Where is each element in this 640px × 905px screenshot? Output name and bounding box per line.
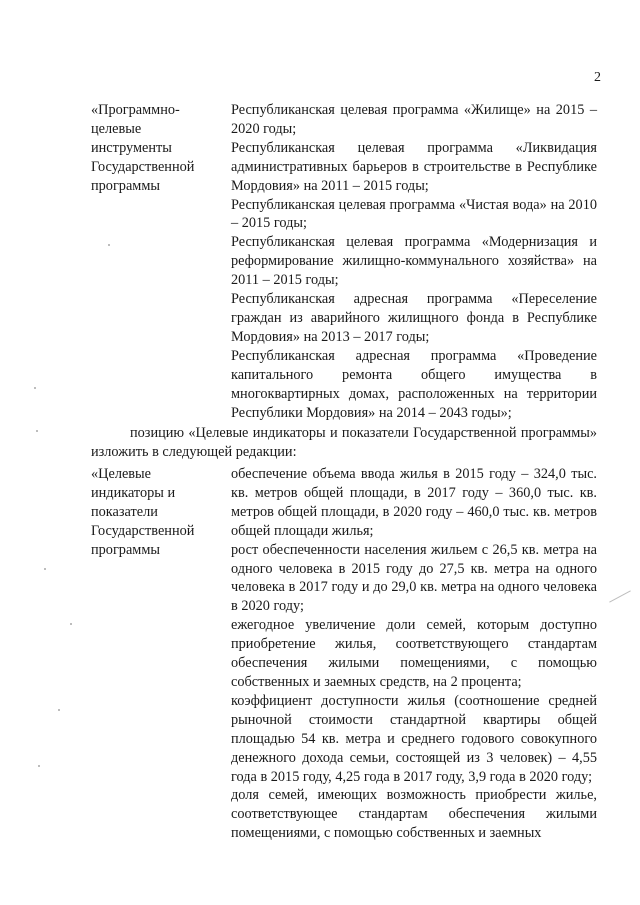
section1-text (231, 101, 597, 422)
section2-label-line: программы (91, 541, 161, 558)
indicator-item: рост обеспеченности населения жильем с 26,5 кв. метра на одного человека в 2015 году до 27,5 кв. метра на одного человека в 2017 году и до 29,0 кв. метра на одного человека в 2020 году; (231, 541, 597, 615)
section2-label-line: показатели (91, 503, 158, 520)
section1-label-line: «Программно- (91, 102, 180, 118)
statement-paragraph: позицию «Целевые индикаторы и показатели Государственной программы» изложить в следующей редакции: (91, 425, 597, 460)
program-item: Республиканская целевая программа «Чистая вода» на 2010 – 2015 годы; (231, 196, 597, 232)
scan-mark (44, 568, 46, 570)
program-item: Республиканская целевая программа «Жилище» на 2015 – 2020 годы; (231, 102, 597, 137)
indicator-item: коэффициент доступности жилья (соотношение средней рыночной стоимости стандартной квартиры общей площадью 54 кв. метра и среднего годового совокупного денежного дохода семьи, состоящей из 3 человек) – 4,55 года в 2015 году, 4,25 года в 2017 году, 3,9 года в 2020 году; (231, 692, 597, 785)
program-item: Республиканская адресная программа «Переселение граждан из аварийного жилищного фонда в Республике Мордовия» на 2013 – 2017 годы; (231, 291, 597, 345)
section1-label-line: целевые (91, 120, 142, 137)
section1-label-line: программы (91, 177, 161, 194)
scan-mark (70, 623, 72, 625)
page-number: 2 (594, 70, 601, 85)
section1-label (91, 101, 216, 196)
section1-label-line: инструменты (91, 139, 172, 156)
indicator-item: обеспечение объема ввода жилья в 2015 году – 324,0 тыс. кв. метров общей площади, в 2017 году – 360,0 тыс. кв. метров общей площади, в 2020 году – 460,0 тыс. кв. метров общей площади жилья; (231, 466, 597, 539)
scan-mark (38, 765, 40, 767)
indicator-item: доля семей, имеющих возможность приобрести жилье, соответствующее стандартам обеспечения жилыми помещениями, с помощью собственных и заемных (231, 787, 597, 842)
scan-mark (108, 244, 110, 246)
program-item: Республиканская целевая программа «Ликвидация административных барьеров в строительстве в Республике Мордовия» на 2011 – 2015 годы; (231, 139, 597, 194)
scan-mark (58, 709, 60, 711)
section2-label-line: индикаторы и (91, 484, 176, 501)
section1-label-line: Государственной (91, 158, 195, 175)
section2-label-line: «Целевые (91, 466, 152, 482)
program-item: Республиканская целевая программа «Модернизация и реформирование жилищно-коммунального хозяйства» на 2011 – 2015 годы; (231, 234, 597, 289)
scan-mark (34, 387, 36, 389)
indicator-item: ежегодное увеличение доли семей, которым доступно приобретение жилья, соответствующего стандартам обеспечения жилыми помещениями, с помощью собственных и заемных средств, на 2 процента; (231, 617, 597, 690)
section2-text (231, 465, 597, 843)
scan-mark (36, 430, 38, 432)
scan-mark (609, 590, 631, 602)
section2-label (91, 465, 216, 560)
program-item: Республиканская адресная программа «Проведение капитального ремонта общего имущества в многоквартирных домах, расположенных на территории Республики Мордовия» на 2014 – 2043 годы»; (231, 347, 597, 421)
section2-label-line: Государственной (91, 522, 195, 539)
